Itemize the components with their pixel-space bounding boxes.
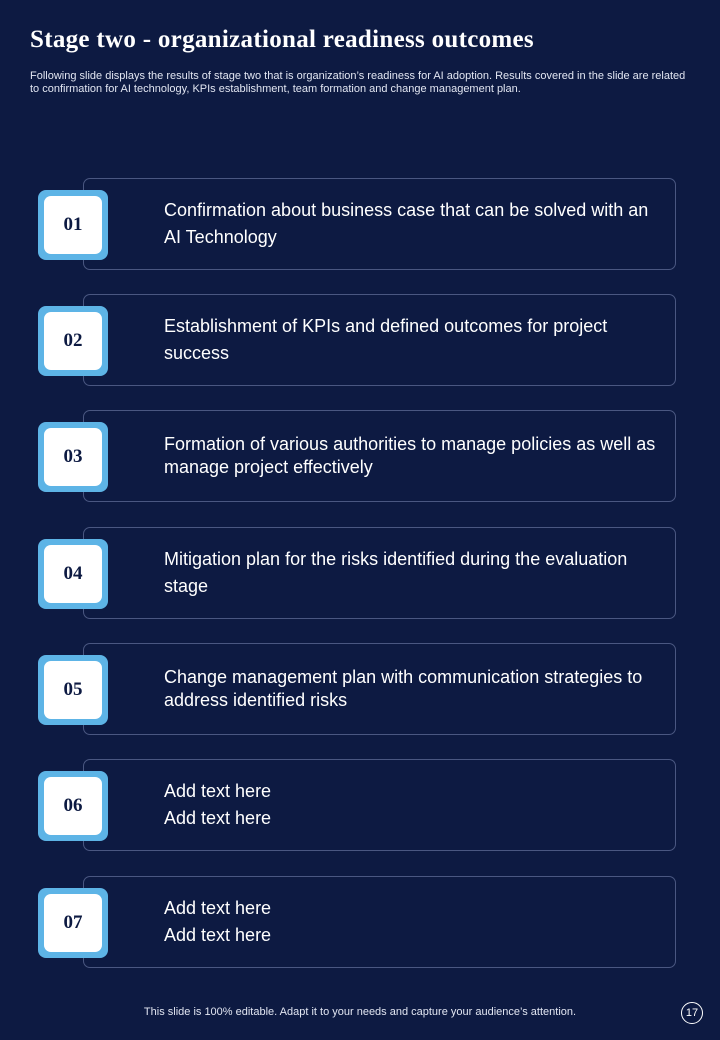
outcome-card — [83, 527, 676, 619]
number-label: 04 — [44, 545, 102, 603]
outcome-text: Add text here Add text here — [164, 898, 272, 945]
outcome-card — [83, 178, 676, 270]
outcome-card — [83, 410, 676, 502]
list-item — [38, 643, 678, 737]
list-item — [38, 759, 678, 853]
outcome-text: Change management plan with communication strategies to address identified risks — [164, 667, 643, 710]
number-badge — [38, 888, 108, 958]
list-item — [38, 876, 678, 970]
outcome-card — [83, 643, 676, 735]
outcome-text: Establishment of KPIs and defined outcomes for project success — [164, 316, 608, 363]
number-label: 03 — [44, 428, 102, 486]
number-label: 01 — [44, 196, 102, 254]
number-badge — [38, 306, 108, 376]
list-item — [38, 410, 678, 504]
list-item — [38, 178, 678, 272]
outcome-text: Add text here Add text here — [164, 781, 272, 828]
outcome-text: Confirmation about business case that can be solved with an AI Technology — [164, 200, 649, 247]
list-item — [38, 527, 678, 621]
list-item — [38, 294, 678, 388]
outcome-card — [83, 759, 676, 851]
number-badge — [38, 422, 108, 492]
number-badge — [38, 190, 108, 260]
number-badge — [38, 655, 108, 725]
page-number: 17 — [681, 1002, 703, 1024]
page-subtitle: Following slide displays the results of stage two that is organization’s readiness for AI adoption. Results covered in the slide are related to confirmation for AI technology, KPIs establishment, team formation and change management plan. — [30, 70, 686, 95]
number-label: 02 — [44, 312, 102, 370]
outcome-text: Formation of various authorities to manage policies as well as manage project effectively — [164, 434, 656, 477]
outcome-card — [83, 876, 676, 968]
number-badge — [38, 771, 108, 841]
footer-note: This slide is 100% editable. Adapt it to your needs and capture your audience’s attention. — [143, 1006, 577, 1018]
number-label: 05 — [44, 661, 102, 719]
outcome-text: Mitigation plan for the risks identified during the evaluation stage — [164, 549, 628, 596]
page-title: Stage two - organizational readiness outcomes — [30, 26, 534, 53]
outcome-card — [83, 294, 676, 386]
number-label: 06 — [44, 777, 102, 835]
number-badge — [38, 539, 108, 609]
number-label: 07 — [44, 894, 102, 952]
